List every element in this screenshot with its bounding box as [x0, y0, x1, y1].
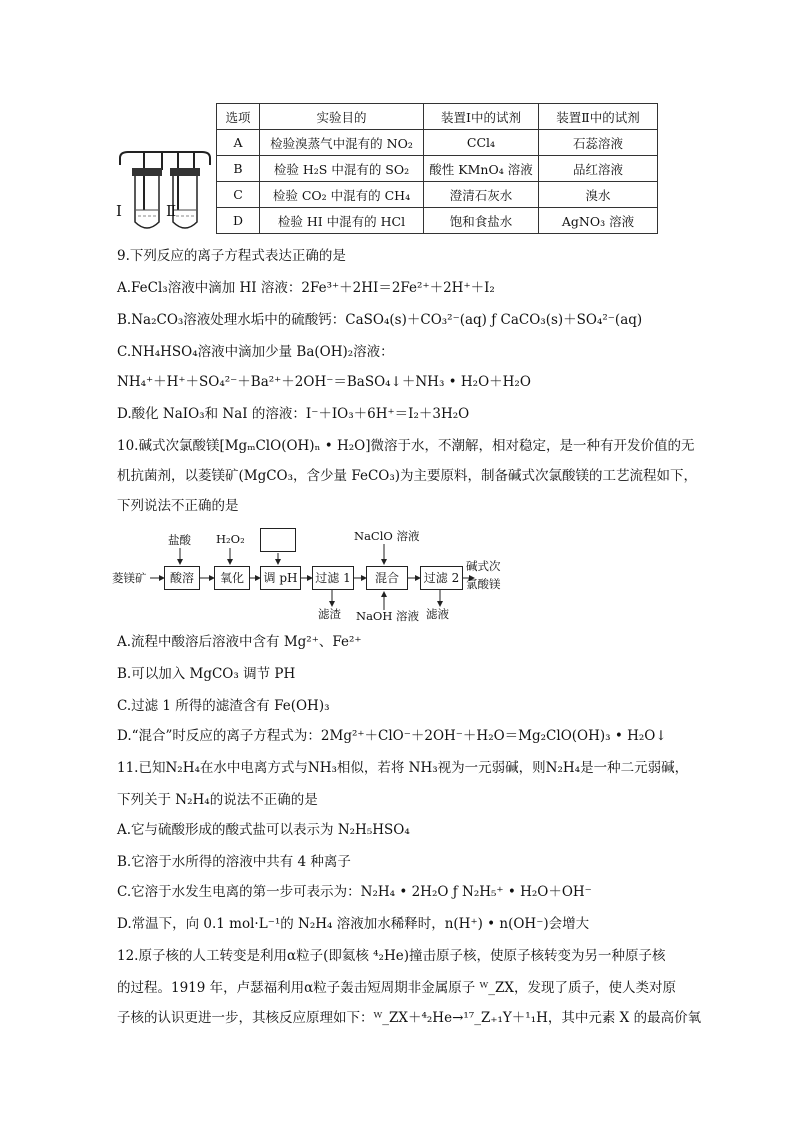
- q12-line-2: 的过程。1919 年，卢瑟福利用α粒子轰击短周期非金属原子 ᵂ_ZX，发现了质子，使人类对原: [117, 980, 677, 996]
- flow-step-filter-2: 过滤 2: [420, 566, 463, 590]
- q11-option-b: B.它溶于水所得的溶液中共有 4 种离子: [117, 854, 351, 870]
- apparatus-label-1: Ⅰ: [116, 202, 122, 220]
- table-row: [217, 156, 658, 182]
- table-cell: A: [217, 130, 260, 156]
- q11-option-c: C.它溶于水发生电离的第一步可表示为：N₂H₄ • 2H₂O ƒ N₂H₅⁺ • H₂O＋OH⁻: [117, 884, 592, 900]
- table-cell: 检验 HI 中混有的 HCl: [260, 208, 424, 234]
- flow-step-adjust-ph: 调 pH: [260, 566, 301, 590]
- q10-stem-line-1: 10.碱式次氯酸镁[MgₘClO(OH)ₙ • H₂O]微溶于水，不潮解，相对稳定，是一种有开发价值的无: [117, 438, 695, 454]
- q9-option-b: B.Na₂CO₃溶液处理水垢中的硫酸钙：CaSO₄(s)＋CO₃²⁻(aq) ƒ CaCO₃(s)＋SO₄²⁻(aq): [117, 312, 643, 328]
- apparatus-label-2: Ⅱ: [166, 202, 177, 220]
- q10-option-a: A.流程中酸溶后溶液中含有 Mg²⁺、Fe²⁺: [117, 634, 362, 650]
- q10-option-d: D.“混合”时反应的离子方程式为：2Mg²⁺＋ClO⁻＋2OH⁻＋H₂O＝Mg₂ClO(OH)₃ • H₂O↓: [117, 728, 667, 744]
- q11-option-a: A.它与硫酸形成的酸式盐可以表示为 N₂H₅HSO₄: [117, 822, 410, 838]
- table-cell: 石蕊溶液: [539, 130, 658, 156]
- table-row: [217, 182, 658, 208]
- table-cell: D: [217, 208, 260, 234]
- q11-stem-line-1: 11.已知N₂H₄在水中电离方式与NH₃相似，若将 NH₃视为一元弱碱，则N₂H₄是一种二元弱碱，: [117, 760, 689, 776]
- q9-option-a: A.FeCl₃溶液中滴加 HI 溶液：2Fe³⁺＋2HI＝2Fe²⁺＋2H⁺＋I₂: [117, 280, 495, 296]
- flow-waste-filtrate: 滤液: [426, 607, 449, 621]
- flow-step-mix: 混合: [366, 566, 408, 590]
- table-cell: 品红溶液: [539, 156, 658, 182]
- table-cell: 澄清石灰水: [424, 182, 539, 208]
- flow-output-line-2: 氯酸镁: [466, 577, 501, 591]
- table-header-row: [217, 104, 658, 130]
- table-header: 实验目的: [260, 104, 424, 130]
- table-cell: 检验 CO₂ 中混有的 CH₄: [260, 182, 424, 208]
- process-flowchart: [112, 526, 501, 623]
- table-header: 装置Ⅱ中的试剂: [539, 104, 658, 130]
- flow-add-naoh: NaOH 溶液: [356, 609, 420, 623]
- flow-waste-residue: 滤渣: [318, 607, 341, 621]
- table-cell: CCl₄: [424, 130, 539, 156]
- q10-stem-line-3: 下列说法不正确的是: [117, 498, 239, 514]
- options-table: [216, 103, 658, 234]
- q10-option-c: C.过滤 1 所得的滤渣含有 Fe(OH)₃: [117, 698, 330, 714]
- table-cell: C: [217, 182, 260, 208]
- table-cell: AgNO₃ 溶液: [539, 208, 658, 234]
- table-header: 装置Ⅰ中的试剂: [424, 104, 539, 130]
- q10-option-b: B.可以加入 MgCO₃ 调节 PH: [117, 666, 296, 682]
- q9-option-c-equation: NH₄⁺＋H⁺＋SO₄²⁻＋Ba²⁺＋2OH⁻＝BaSO₄↓＋NH₃ • H₂O＋H₂O: [117, 374, 531, 390]
- q11-option-d: D.常温下，向 0.1 mol·L⁻¹的 N₂H₄ 溶液加水稀释时，n(H⁺) • n(OH⁻)会增大: [117, 916, 590, 932]
- flow-input-label: 菱镁矿: [112, 571, 147, 585]
- q11-stem-line-2: 下列关于 N₂H₄的说法不正确的是: [117, 792, 318, 808]
- q12-line-1: 12.原子核的人工转变是利用α粒子(即氦核 ⁴₂He)撞击原子核，使原子核转变为另一种原子核: [117, 948, 666, 964]
- q9-option-d: D.酸化 NaIO₃和 NaI 的溶液：I⁻＋IO₃＋6H⁺＝I₂＋3H₂O: [117, 406, 470, 422]
- flow-step-filter-1: 过滤 1: [312, 566, 354, 590]
- flow-add-naclo: NaClO 溶液: [354, 529, 420, 543]
- q9-stem: 9.下列反应的离子方程式表达正确的是: [117, 248, 346, 264]
- gas-washing-apparatus: [110, 140, 220, 235]
- flow-step-oxidize: 氧化: [214, 566, 250, 590]
- table-cell: 饱和食盐水: [424, 208, 539, 234]
- table-cell: 检验 H₂S 中混有的 SO₂: [260, 156, 424, 182]
- table-cell: 酸性 KMnO₄ 溶液: [424, 156, 539, 182]
- flow-step-acid-dissolve: 酸溶: [164, 566, 200, 590]
- q10-stem-line-2: 机抗菌剂，以菱镁矿(MgCO₃，含少量 FeCO₃)为主要原料，制备碱式次氯酸镁的工艺流程如下，: [117, 468, 698, 484]
- flow-blank-reagent-box: [260, 528, 296, 552]
- flow-output-line-1: 碱式次: [466, 559, 501, 573]
- q12-line-3: 子核的认识更进一步，其核反应原理如下：ᵂ_ZX＋⁴₂He→¹⁷_Z₊₁Y＋¹₁H，其中元素 X 的最高价氧: [117, 1010, 702, 1026]
- flow-add-hcl: 盐酸: [168, 533, 191, 547]
- flow-add-h2o2: H₂O₂: [216, 532, 245, 546]
- table-cell: 检验溴蒸气中混有的 NO₂: [260, 130, 424, 156]
- table-cell: 溴水: [539, 182, 658, 208]
- table-row: [217, 208, 658, 234]
- table-cell: B: [217, 156, 260, 182]
- table-header: 选项: [217, 104, 260, 130]
- table-row: [217, 130, 658, 156]
- q9-option-c-label: C.NH₄HSO₄溶液中滴加少量 Ba(OH)₂溶液：: [117, 344, 394, 360]
